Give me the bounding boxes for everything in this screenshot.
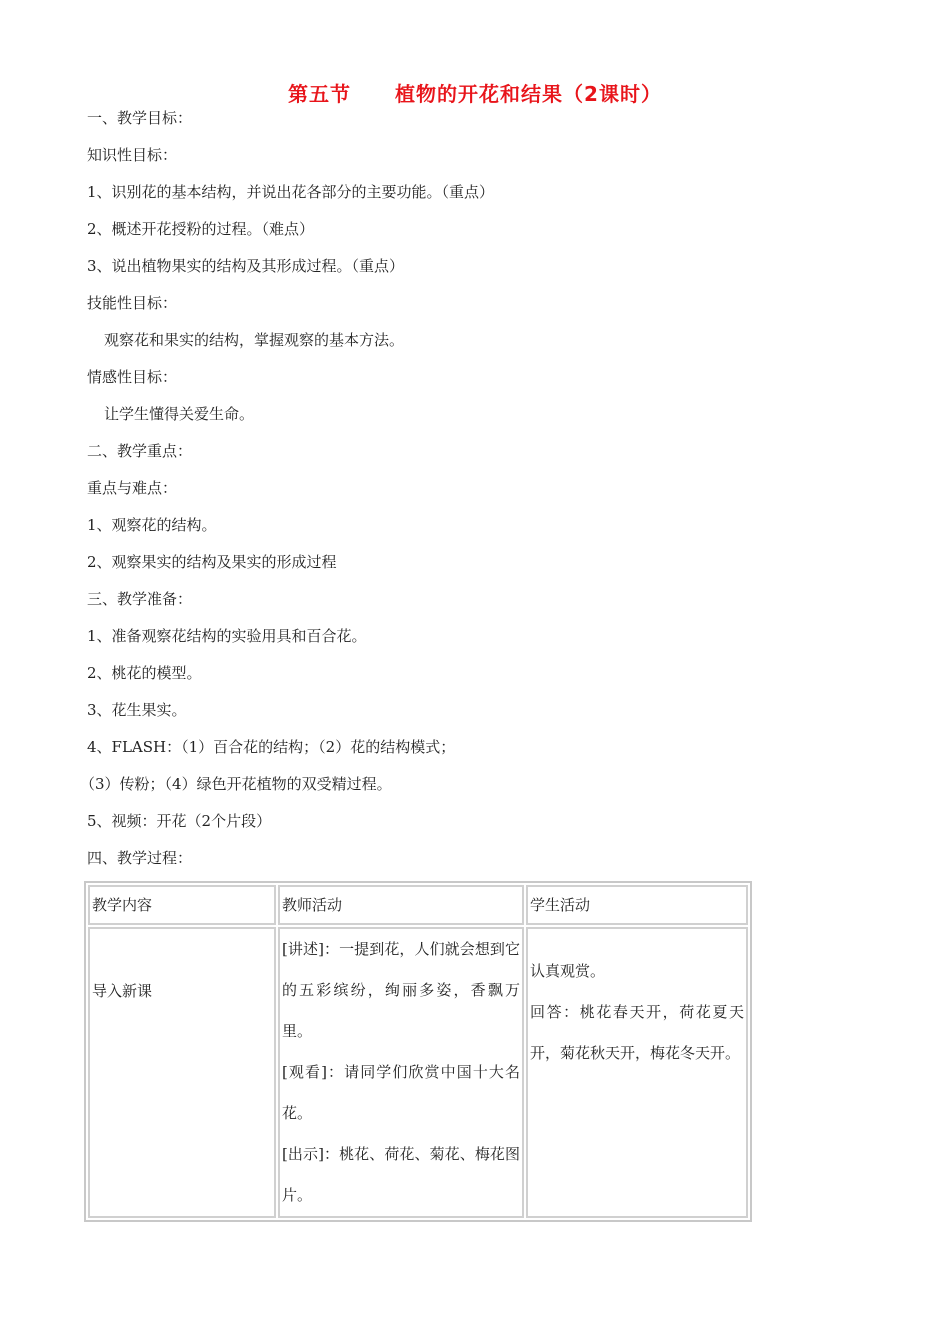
emotion-item: 让学生懂得关爱生命。	[104, 405, 255, 423]
heading-key-points: 二、教学重点：	[87, 442, 193, 460]
teacher-activity: [讲述]：一提到花，人们就会想到它的五彩缤纷，绚丽多姿，香飘万里。	[282, 940, 520, 1040]
subheading-emotion: 情感性目标：	[87, 368, 178, 386]
title-topic: 植物的开花和结果（2课时）	[395, 82, 662, 106]
subheading-key-difficult: 重点与难点：	[87, 479, 178, 497]
cell-content	[88, 927, 276, 1218]
preparation-item: 1、准备观察花结构的实验用具和百合花。	[87, 627, 367, 645]
content-label: 导入新课	[92, 982, 153, 1000]
table-row	[88, 927, 748, 1218]
page-title	[0, 78, 950, 107]
header-student: 学生活动	[526, 885, 748, 925]
preparation-item: 2、桃花的模型。	[87, 664, 202, 682]
header-teacher: 教师活动	[278, 885, 524, 925]
preparation-item: 5、视频：开花（2个片段）	[87, 812, 272, 830]
skill-item: 观察花和果实的结构，掌握观察的基本方法。	[104, 331, 405, 349]
title-section: 第五节	[288, 82, 352, 106]
preparation-item: 4、FLASH：（1）百合花的结构；（2）花的结构模式；	[87, 738, 456, 756]
heading-objectives: 一、教学目标：	[87, 109, 193, 127]
key-point-item: 2、观察果实的结构及果实的形成过程	[87, 553, 337, 571]
preparation-item: （3）传粉；（4）绿色开花植物的双受精过程。	[80, 775, 392, 793]
student-activity: 认真观赏。	[530, 962, 606, 980]
subheading-skill: 技能性目标：	[87, 294, 178, 312]
header-content: 教学内容	[88, 885, 276, 925]
heading-process: 四、教学过程：	[87, 849, 193, 867]
objective-item: 2、概述开花授粉的过程。（难点）	[87, 220, 315, 238]
objective-item: 1、识别花的基本结构，并说出花各部分的主要功能。（重点）	[87, 183, 495, 201]
cell-teacher	[278, 927, 524, 1218]
cell-student	[526, 927, 748, 1218]
objective-item: 3、说出植物果实的结构及其形成过程。（重点）	[87, 257, 405, 275]
preparation-item: 3、花生果实。	[87, 701, 187, 719]
teacher-activity: [出示]：桃花、荷花、菊花、梅花图片。	[282, 1145, 520, 1204]
student-activity: 回答：桃花春天开，荷花夏天开，菊花秋天开，梅花冬天开。	[530, 1003, 744, 1062]
table-header-row	[88, 885, 748, 925]
heading-preparation: 三、教学准备：	[87, 590, 193, 608]
teacher-activity: [观看]：请同学们欣赏中国十大名花。	[282, 1063, 520, 1122]
subheading-knowledge: 知识性目标：	[87, 146, 178, 164]
teaching-process-table	[84, 881, 752, 1222]
key-point-item: 1、观察花的结构。	[87, 516, 217, 534]
